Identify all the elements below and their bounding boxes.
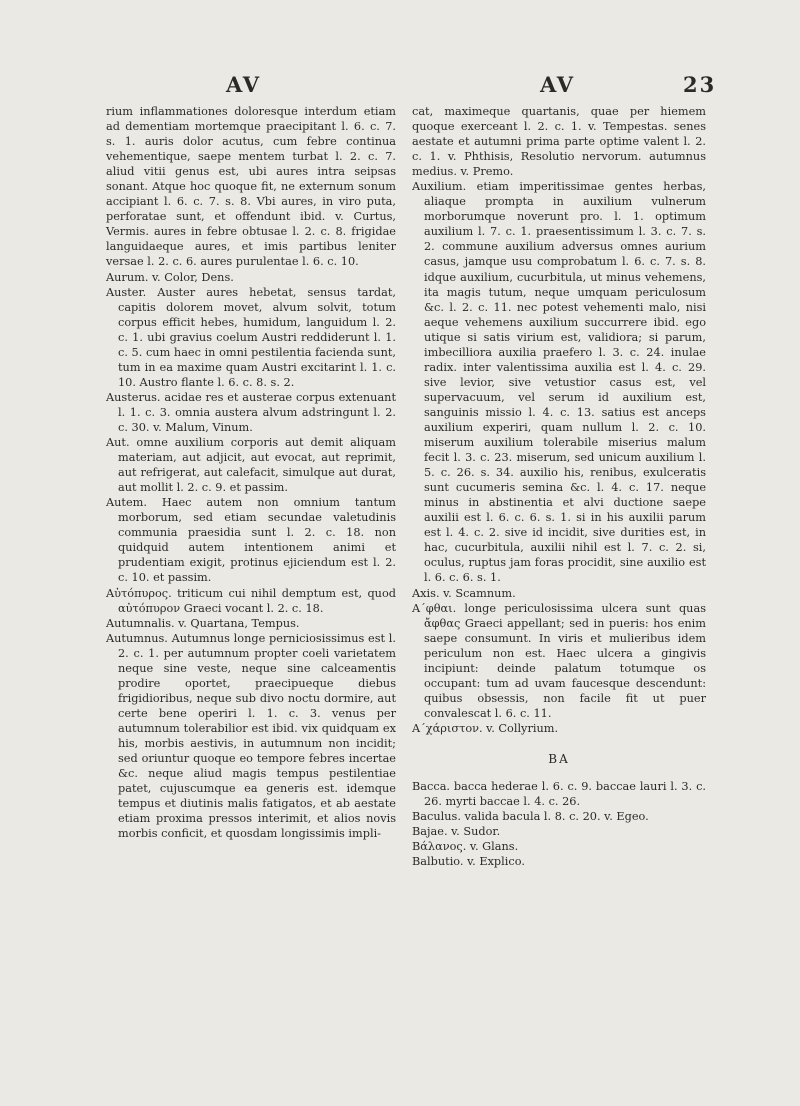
entry-auxilium: Auxilium. etiam imperitissimae gentes herbas, aliaque prompta in auxilium vulnerum morborumque noverunt pro. l. 1. optimum auxilium l. 7. c. 1. praesentissimum l. 3. c. 7. s. 2. commune auxilium adversus omnes aurium casus, jamque usu comprobatum l. 6. c. 7. s. 8. idque auxilium, cucurbitula, ut minus vehemens, ita magis tutum, neque umquam periculosum &c. l. 2. c. 11. nec potest vehementi malo, nisi aeque vehemens auxilium succurrere ibid. ego utique si satis virium est, validiora; si parum, imbecilliora auxilia praefero l. 3. c. 24. inulae radix. inter valentissima auxilia est l. 4. c. 29. sive levior, sive vetustior casus est, vel supervacuum, vel serum id auxilium est, sanguinis missio l. 4. c. 13. satius est anceps auxilium experiri, quam nullum l. 2. c. 10. miserum auxilium tolerabile miserius malum fecit l. 3. c. 23. miserum, sed unicum auxilium l. 5. c. 26. s. 34. auxilio his, renibus, exulceratis sunt cucumeris semina &c. l. 4. c. 17. neque minus in abstinentia et alvi ductione saepe auxilii est l. 6. c. 6. s. 1. si in his auxilii parum est l. 4. c. 2. sive id incidit, sive durities est, in hac, cucurbitula, auxilii nihil est l. 7. c. 2. si, oculus, ruptus jam foras procidit, sine auxilio est l. 6. c. 6. s. 1. — [412, 180, 706, 585]
right-running-head: AV — [540, 72, 576, 97]
entry-acharistom: Α΄χάριστον. v. Collyrium. — [412, 721, 559, 735]
entry-autopyros: Αὐτόπυρος. triticum cui nihil demptum est, quod αὐτόπυρον Graeci vocant l. 2. c. 18. — [106, 586, 396, 615]
left-running-head: AV — [226, 72, 262, 97]
entry-axis: Axis. v. Scamnum. — [412, 586, 516, 600]
entry-autem: Autem. Haec autem non omnium tantum morborum, sed etiam secundae valetudinis communia praesidia sunt l. 2. c. 18. non quidquid autem intentionem animi et prudentiam exigit, protinus ejiciendum est l. 2. c. 10. et passim. — [106, 496, 396, 585]
right-column — [412, 104, 706, 869]
entry-balanos: Βάλανος. v. Glans. — [412, 840, 519, 854]
entry-aurum: Aurum. v. Color, Dens. — [106, 270, 234, 284]
entry-bajae: Bajae. v. Sudor. — [412, 825, 501, 839]
entry-autumnus: Autumnus. Autumnus longe perniciosissimus est l. 2. c. 1. per autumnum propter coeli varietatem neque sine veste, neque sine calceamentis prodire oportet, praecipueque diebus frigidioribus, neque sub divo noctu dormire, aut certe bene operiri l. 1. c. 3. venus per autumnum tolerabilior est ibid. vix quidquam ex his, morbis aestivis, in autumnum non incidit; sed oriuntur quoque eo tempore febres incertae &c. neque aliud magis tempus pestilentiae patet, cujuscumque ea generis est. idemque tempus et diutinis malis fatigatos, et ab aestate etiam proxima pressos interimit, et alios novis morbis conficit, et quosdam longissimis impli- — [106, 631, 396, 841]
entry-auster: Auster. Auster aures hebetat, sensus tardat, capitis dolorem movet, alvum solvit, totum corpus efficit hebes, humidum, languidum l. 2. c. 1. ubi gravius coelum Austri reddiderunt l. 1. c. 5. cum haec in omni pestilentia facienda sunt, tum in ea maxime quam Austri excitarint l. 1. c. 10. Austro flante l. 6. c. 8. s. 2. — [106, 285, 396, 389]
entry-autumnalis: Autumnalis. v. Quartana, Tempus. — [106, 616, 300, 630]
entry-baculus: Baculus. valida bacula l. 8. c. 20. v. Egeo. — [412, 810, 649, 824]
left-column — [106, 104, 396, 841]
entry-balbutio: Balbutio. v. Explico. — [412, 855, 525, 869]
entry-autumnus-continued: cat, maximeque quartanis, quae per hiemem quoque exerceant l. 2. c. 1. v. Tempestas. senes aestate et autumni prima parte optime valent l. 2. c. 1. v. Phthisis, Resolutio nervorum. autumnus medius. v. Premo. — [412, 105, 706, 179]
entry-aures-continued: rium inflammationes doloresque interdum etiam ad dementiam mortemque praecipitant l. 6. c. 7. s. 1. auris dolor acutus, cum febre continua vehementique, saepe mentem turbat l. 2. c. 7. aliud vitii genus est, ubi aures intra seipsas sonant. Atque hoc quoque fit, ne externum sonum accipiant l. 6. c. 7. s. 8. Vbi aures, in viro puta, perforatae sunt, et offendunt ibid. v. Curtus, Vermis. aures in febre obtusae l. 2. c. 8. frigidae languidaeque aures, et imis partibus leniter versae l. 2. c. 6. aures purulentae l. 6. c. 10. — [106, 105, 396, 269]
page-number: 23 — [683, 72, 717, 97]
entry-bacca: Bacca. bacca hederae l. 6. c. 9. baccae lauri l. 3. c. 26. myrti baccae l. 4. c. 26. — [412, 780, 706, 809]
section-heading: BA — [548, 751, 570, 766]
entry-austerus: Austerus. acidae res et austerae corpus extenuant l. 1. c. 3. omnia austera alvum adstringunt l. 2. c. 30. v. Malum, Vinum. — [106, 390, 396, 434]
entry-aphthai: Α΄φθαι. longe periculosissima ulcera sunt quas ἄφθας Graeci appellant; sed in pueris: hos enim saepe consumunt. In viris et mulieribus idem periculum non est. Haec ulcera a gingivis incipiunt: deinde palatum totumque os occupant: tum ad uvam faucesque descendunt: quibus obsessis, non facile fit ut puer convalescat l. 6. c. 11. — [412, 601, 706, 720]
entry-aut: Aut. omne auxilium corporis aut demit aliquam materiam, aut adjicit, aut evocat, aut reprimit, aut refrigerat, aut calefacit, simulque aut durat, aut mollit l. 2. c. 9. et passim. — [106, 436, 396, 495]
